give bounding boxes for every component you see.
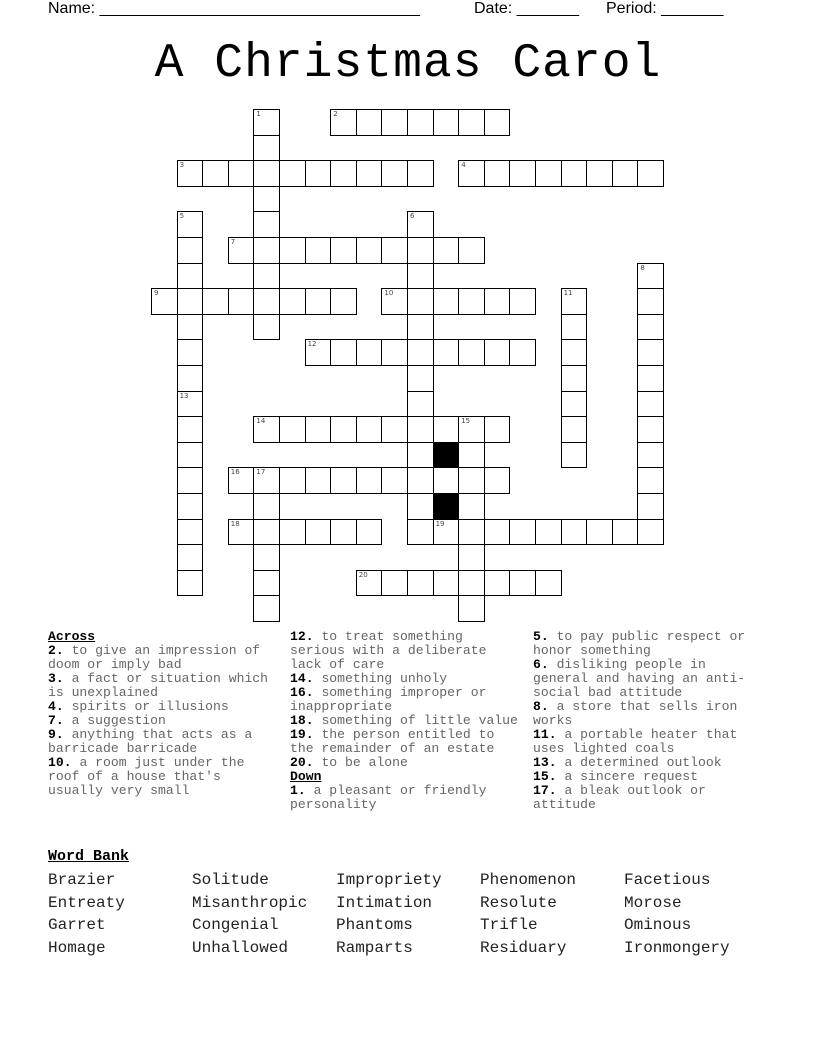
word-bank-word: Resolute — [480, 893, 557, 912]
crossword-cell[interactable] — [637, 467, 664, 494]
crossword-cell[interactable] — [177, 288, 204, 315]
crossword-cell[interactable] — [381, 109, 408, 136]
crossword-cell[interactable] — [433, 109, 460, 136]
crossword-cell[interactable] — [305, 519, 332, 546]
clue-number: 9 — [154, 289, 159, 298]
crossword-cell[interactable] — [484, 416, 511, 443]
word-bank-word: Phantoms — [336, 916, 413, 935]
clue-number: 11 — [563, 289, 573, 298]
clue-text: to treat something serious with a deliberate lack of care — [290, 629, 487, 672]
crossword-cell[interactable] — [381, 467, 408, 494]
crossword-cell[interactable] — [253, 544, 280, 571]
word-bank-word: Residuary — [480, 939, 567, 958]
clue-number: 10 — [384, 289, 394, 298]
name-field[interactable]: Name: ____________________________________ — [48, 0, 420, 17]
crossword-cell[interactable] — [330, 288, 357, 315]
crossword-cell[interactable] — [637, 391, 664, 418]
crossword-cell[interactable] — [279, 288, 306, 315]
clue-text: spirits or illusions — [71, 699, 229, 714]
crossword-cell[interactable] — [356, 467, 383, 494]
crossword-cell[interactable] — [407, 160, 434, 187]
clue-number: 5 — [179, 212, 185, 221]
crossword-cell[interactable] — [509, 160, 536, 187]
across-heading: Across — [48, 629, 96, 644]
clue-number-label: 8. — [533, 699, 557, 714]
word-bank-word: Congenial — [192, 916, 279, 935]
crossword-cell[interactable] — [330, 237, 357, 264]
clue-number-label: 20. — [290, 755, 322, 770]
crossword-cell[interactable] — [484, 467, 511, 494]
across-clue — [290, 630, 522, 672]
crossword-cell[interactable] — [177, 544, 204, 571]
clue-number-label: 3. — [48, 671, 72, 686]
down-clue — [533, 756, 765, 770]
clue-number: 18 — [230, 519, 240, 528]
crossword-cell[interactable] — [561, 442, 588, 469]
crossword-cell[interactable] — [407, 288, 434, 315]
crossword-cell[interactable] — [637, 314, 664, 341]
across-clue — [290, 756, 522, 770]
clue-text: a bleak outlook or attitude — [533, 783, 706, 812]
down-clues-list — [290, 784, 522, 812]
crossword-cell[interactable] — [586, 160, 613, 187]
crossword-cell[interactable] — [228, 467, 255, 494]
clues-column-1 — [48, 630, 280, 798]
crossword-cell[interactable] — [279, 237, 306, 264]
clue-text: to give an impression of doom or imply bad — [48, 643, 261, 672]
crossword-cell[interactable] — [177, 263, 204, 290]
crossword-cell[interactable] — [356, 237, 383, 264]
crossword-cell[interactable] — [202, 160, 229, 187]
down-clue — [533, 728, 765, 756]
crossword-cell[interactable] — [561, 288, 588, 315]
crossword-cell[interactable] — [458, 493, 485, 520]
clue-number-label: 6. — [533, 657, 557, 672]
crossword-cell[interactable] — [535, 570, 562, 597]
word-bank-word: Homage — [48, 939, 106, 958]
crossword-cell[interactable] — [253, 237, 280, 264]
clue-number: 4 — [461, 161, 466, 170]
crossword-cell[interactable] — [330, 109, 357, 136]
crossword-cell[interactable] — [433, 467, 460, 494]
crossword-cell[interactable] — [177, 314, 204, 341]
crossword-cell[interactable] — [586, 519, 613, 546]
crossword-cell[interactable] — [561, 339, 588, 366]
crossword-cell[interactable] — [407, 416, 434, 443]
crossword-cell[interactable] — [433, 416, 460, 443]
clue-number: 8 — [640, 263, 645, 272]
clue-text: something of little value — [321, 713, 518, 728]
crossword-cell[interactable] — [356, 416, 383, 443]
clue-number-label: 18. — [290, 713, 322, 728]
crossword-cell[interactable] — [433, 237, 460, 264]
crossword-cell[interactable] — [253, 519, 280, 546]
clue-number-label: 17. — [533, 783, 565, 798]
crossword-cell[interactable] — [356, 570, 383, 597]
clue-text: a portable heater that uses lighted coals — [533, 727, 738, 756]
crossword-cell[interactable] — [458, 519, 485, 546]
crossword-cell[interactable] — [279, 467, 306, 494]
word-bank-title: Word Bank — [48, 848, 130, 865]
down-clue — [533, 770, 765, 784]
crossword-cell[interactable] — [253, 160, 280, 187]
clue-text: anything that acts as a barricade barricade — [48, 727, 253, 756]
crossword-cell[interactable] — [561, 160, 588, 187]
crossword-cell[interactable] — [484, 109, 511, 136]
across-clue — [48, 700, 280, 714]
clue-number: 17 — [256, 468, 266, 477]
clue-number-label: 14. — [290, 671, 322, 686]
crossword-cell[interactable] — [407, 237, 434, 264]
crossword-cell[interactable] — [637, 339, 664, 366]
across-clue — [48, 672, 280, 700]
crossword-cell[interactable] — [177, 339, 204, 366]
crossword-cell[interactable] — [253, 263, 280, 290]
crossword-cell[interactable] — [177, 519, 204, 546]
crossword-cell[interactable] — [433, 288, 460, 315]
crossword-cell[interactable] — [407, 493, 434, 520]
crossword-cell[interactable] — [509, 570, 536, 597]
clue-text: a store that sells iron works — [533, 699, 738, 728]
clue-number: 13 — [179, 391, 189, 400]
across-clue — [290, 728, 522, 756]
clues-column-3 — [533, 630, 765, 812]
clue-number-label: 11. — [533, 727, 565, 742]
down-clue — [533, 784, 765, 812]
crossword-cell[interactable] — [305, 339, 332, 366]
crossword-cell[interactable] — [253, 467, 280, 494]
word-bank-word: Solitude — [192, 871, 269, 889]
crossword-cell[interactable] — [561, 519, 588, 546]
clue-number: 3 — [179, 161, 185, 170]
page-title: A Christmas Carol — [154, 37, 662, 91]
crossword-cell[interactable] — [228, 160, 255, 187]
crossword-cell[interactable] — [177, 160, 204, 187]
period-field[interactable]: Period: _______ — [606, 0, 724, 17]
clue-number-label: 19. — [290, 727, 322, 742]
across-clue — [48, 714, 280, 728]
down-clue — [290, 784, 522, 812]
crossword-cell[interactable] — [433, 339, 460, 366]
crossword-cell[interactable] — [253, 570, 280, 597]
crossword-cell[interactable] — [484, 570, 511, 597]
crossword-cell[interactable] — [279, 416, 306, 443]
crossword-cell[interactable] — [637, 263, 664, 290]
word-bank-word: Intimation — [336, 893, 433, 912]
crossword-cell[interactable] — [253, 288, 280, 315]
crossword-cell[interactable] — [484, 288, 511, 315]
across-clues-list — [48, 644, 280, 798]
clue-text: a room just under the roof of a house that's usually very small — [48, 755, 245, 798]
clue-number-label: 4. — [48, 699, 72, 714]
crossword-cell[interactable] — [177, 442, 204, 469]
crossword-cell[interactable] — [356, 160, 383, 187]
crossword-cell[interactable] — [407, 365, 434, 392]
clue-number: 15 — [461, 417, 471, 426]
crossword-cell[interactable] — [561, 416, 588, 443]
across-clue — [48, 644, 280, 672]
crossword-cell[interactable] — [484, 519, 511, 546]
crossword-cell[interactable] — [177, 570, 204, 597]
down-clue — [533, 658, 765, 700]
word-bank-word: Brazier — [48, 871, 116, 889]
word-bank-word: Impropriety — [336, 871, 442, 889]
crossword-cell[interactable] — [305, 467, 332, 494]
clue-text: to be alone — [321, 755, 408, 770]
crossword-cell[interactable] — [305, 237, 332, 264]
clue-number-label: 1. — [290, 783, 314, 798]
crossword-cell[interactable] — [458, 595, 485, 622]
word-bank-word: Unhallowed — [192, 939, 289, 958]
word-bank-word: Morose — [624, 893, 682, 912]
crossword-cell[interactable] — [407, 109, 434, 136]
crossword-cell[interactable] — [458, 237, 485, 264]
crossword-cell[interactable] — [253, 109, 280, 136]
down-clue — [533, 700, 765, 728]
clue-number: 19 — [435, 519, 445, 528]
crossword-cell[interactable] — [253, 186, 280, 213]
crossword-cell[interactable] — [407, 263, 434, 290]
word-bank-word: Ominous — [624, 916, 692, 935]
crossword-cell[interactable] — [228, 519, 255, 546]
clue-text: a sincere request — [564, 769, 699, 784]
clue-number-label: 15. — [533, 769, 565, 784]
crossword-cell[interactable] — [484, 339, 511, 366]
clue-number: 1 — [256, 110, 261, 118]
word-bank-row — [48, 892, 768, 915]
crossword-cell[interactable] — [177, 416, 204, 443]
word-bank-word: Misanthropic — [192, 893, 308, 912]
across-clues-list-continued — [290, 630, 522, 770]
crossword-cell[interactable] — [202, 288, 229, 315]
crossword-cell[interactable] — [407, 391, 434, 418]
clue-number-label: 9. — [48, 727, 72, 742]
crossword-cell[interactable] — [407, 211, 434, 238]
crossword-cell[interactable] — [381, 160, 408, 187]
crossword-cell[interactable] — [177, 391, 204, 418]
word-bank-word: Garret — [48, 916, 106, 935]
crossword-cell[interactable] — [407, 519, 434, 546]
clue-text: a suggestion — [71, 713, 166, 728]
word-bank — [48, 869, 768, 960]
crossword-cell[interactable] — [637, 442, 664, 469]
crossword-cell[interactable] — [612, 519, 639, 546]
crossword-cell[interactable] — [561, 365, 588, 392]
clue-number-label: 16. — [290, 685, 322, 700]
word-bank-row — [48, 869, 768, 892]
clue-number-label: 12. — [290, 629, 322, 644]
crossword-cell[interactable] — [253, 595, 280, 622]
crossword-cell[interactable] — [407, 570, 434, 597]
crossword-cell[interactable] — [253, 135, 280, 162]
crossword-cell[interactable] — [228, 288, 255, 315]
crossword-cell[interactable] — [330, 160, 357, 187]
crossword-cell[interactable] — [637, 493, 664, 520]
across-clue — [290, 686, 522, 714]
clues-column-2 — [290, 630, 522, 812]
crossword-cell[interactable] — [330, 467, 357, 494]
crossword-cell[interactable] — [305, 416, 332, 443]
word-bank-word: Phenomenon — [480, 871, 577, 889]
crossword-cell[interactable] — [407, 467, 434, 494]
crossword-cell[interactable] — [407, 442, 434, 469]
across-clue — [48, 728, 280, 756]
crossword-cell[interactable] — [279, 519, 306, 546]
crossword-cell[interactable] — [458, 416, 485, 443]
crossword-cell[interactable] — [561, 391, 588, 418]
clue-number-label: 2. — [48, 643, 72, 658]
word-bank-word: Trifle — [480, 916, 538, 935]
crossword-cell[interactable] — [381, 237, 408, 264]
crossword-cell[interactable] — [612, 160, 639, 187]
crossword-cell[interactable] — [356, 519, 383, 546]
crossword-cell[interactable] — [356, 109, 383, 136]
crossword-cell[interactable] — [458, 570, 485, 597]
crossword-cell[interactable] — [381, 570, 408, 597]
crossword-cell[interactable] — [356, 339, 383, 366]
clue-text: disliking people in general and having an anti-social bad attitude — [533, 657, 746, 700]
crossword-cell[interactable] — [305, 288, 332, 315]
crossword-cell[interactable] — [535, 160, 562, 187]
clue-number-label: 5. — [533, 629, 557, 644]
crossword-cell[interactable] — [407, 339, 434, 366]
crossword-cell[interactable] — [458, 288, 485, 315]
down-clues-list-continued — [533, 630, 765, 812]
crossword-cell[interactable] — [509, 519, 536, 546]
across-clue — [290, 672, 522, 686]
word-bank-word: Facetious — [624, 871, 711, 889]
crossword-cell[interactable] — [330, 339, 357, 366]
clue-text: the person entitled to the remainder of an estate — [290, 727, 495, 756]
clue-number-label: 7. — [48, 713, 72, 728]
crossword-cell[interactable] — [484, 160, 511, 187]
crossword-cell[interactable] — [253, 493, 280, 520]
blocked-cell — [433, 442, 460, 469]
crossword-cell[interactable] — [535, 519, 562, 546]
word-bank-word: Ramparts — [336, 939, 413, 958]
clue-text: something unholy — [321, 671, 448, 686]
crossword-cell[interactable] — [228, 237, 255, 264]
crossword-cell[interactable] — [381, 339, 408, 366]
word-bank-word: Ironmongery — [624, 939, 730, 958]
clue-number: 16 — [230, 468, 240, 477]
clue-number-label: 13. — [533, 755, 565, 770]
clue-text: a fact or situation which is unexplained — [48, 671, 269, 700]
clue-text: a pleasant or friendly personality — [290, 783, 487, 812]
date-field[interactable]: Date: _______ — [474, 0, 579, 17]
clue-text: a determined outlook — [564, 755, 722, 770]
crossword-cell[interactable] — [177, 365, 204, 392]
crossword-cell[interactable] — [637, 160, 664, 187]
crossword-cell[interactable] — [458, 467, 485, 494]
crossword-cell[interactable] — [458, 339, 485, 366]
clue-number: 14 — [256, 417, 266, 426]
crossword-cell[interactable] — [637, 416, 664, 443]
crossword-cell[interactable] — [458, 160, 485, 187]
crossword-cell[interactable] — [177, 211, 204, 238]
crossword-cell[interactable] — [381, 288, 408, 315]
crossword-cell[interactable] — [458, 442, 485, 469]
clue-number-label: 10. — [48, 755, 80, 770]
crossword-cell[interactable] — [561, 314, 588, 341]
crossword-cell[interactable] — [637, 288, 664, 315]
down-heading: Down — [290, 769, 322, 784]
word-bank-word: Entreaty — [48, 893, 125, 912]
crossword-cell[interactable] — [177, 467, 204, 494]
crossword-cell[interactable] — [279, 160, 306, 187]
blocked-cell — [433, 493, 460, 520]
clue-number: 2 — [333, 110, 338, 118]
crossword-cell[interactable] — [177, 237, 204, 264]
down-clue — [533, 630, 765, 658]
clue-number: 20 — [358, 570, 368, 579]
crossword-cell[interactable] — [330, 416, 357, 443]
across-clue — [48, 756, 280, 798]
word-bank-row — [48, 914, 768, 937]
crossword-cell[interactable] — [458, 109, 485, 136]
clue-text: something improper or inappropriate — [290, 685, 487, 714]
crossword-cell[interactable] — [458, 544, 485, 571]
across-clue — [290, 714, 522, 728]
crossword-cell[interactable] — [509, 339, 536, 366]
clue-text: to pay public respect or honor something — [533, 629, 746, 658]
crossword-cell[interactable] — [381, 416, 408, 443]
crossword-cell[interactable] — [253, 211, 280, 238]
clue-number: 7 — [230, 238, 236, 246]
clue-number: 12 — [307, 340, 317, 349]
crossword-cell[interactable] — [433, 519, 460, 546]
crossword-cell[interactable] — [407, 314, 434, 341]
crossword-cell[interactable] — [305, 160, 332, 187]
word-bank-row — [48, 937, 768, 960]
crossword-cell[interactable] — [253, 416, 280, 443]
crossword-cell[interactable] — [253, 314, 280, 341]
crossword-cell[interactable] — [637, 519, 664, 546]
crossword-cell[interactable] — [433, 570, 460, 597]
crossword-cell[interactable] — [509, 288, 536, 315]
crossword-cell[interactable] — [330, 519, 357, 546]
crossword-cell[interactable] — [177, 493, 204, 520]
clue-number: 6 — [410, 212, 415, 221]
crossword-cell[interactable] — [637, 365, 664, 392]
crossword-cell[interactable] — [151, 288, 178, 315]
